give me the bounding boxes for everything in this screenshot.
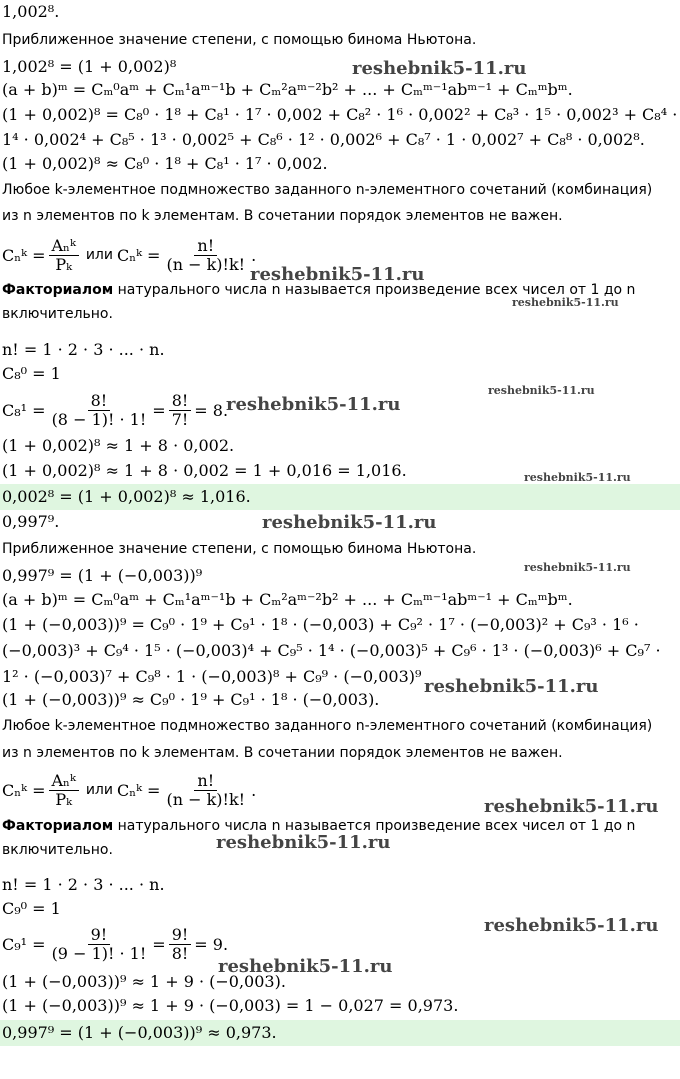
problem2-approximation: (1 + (−0,003))⁹ ≈ C₉⁰ · 1⁹ + C₉¹ · 1⁸ · (−0,003). xyxy=(2,690,380,709)
combination-definition-line2-2: из n элементов по k элементам. В сочетании порядок элементов не важен. xyxy=(2,745,563,761)
problem2-expansion-line1: (1 + (−0,003))⁹ = C₉⁰ · 1⁹ + C₉¹ · 1⁸ · (−0,003) + C₉² · 1⁷ · (−0,003)² + C₉³ · 1⁶ · xyxy=(2,615,639,634)
combination-lhs: Cₙᵏ = xyxy=(116,245,161,265)
c91-fraction-simplified xyxy=(169,926,192,963)
equals-sign: = xyxy=(152,400,166,420)
problem1-intro: Приближенное значение степени, с помощью бинома Ньютона. xyxy=(2,32,477,48)
problem2-result-line2: (1 + (−0,003))⁹ ≈ 1 + 9 · (−0,003) = 1 − 0,027 = 0,973. xyxy=(2,996,459,1015)
problem2-expansion-line3: 1² · (−0,003)⁷ + C₉⁸ · 1 · (−0,003)⁸ + C₉⁹ · (−0,003)⁹ xyxy=(2,667,422,686)
c91-lhs: C₉¹ = xyxy=(2,934,46,954)
or-text: или xyxy=(85,782,113,798)
fraction-numerator: Aₙᵏ xyxy=(49,237,79,256)
fraction-a-over-p xyxy=(49,237,79,274)
fraction-denominator: (n − k)!k! xyxy=(166,254,246,274)
fraction-numerator: 9! xyxy=(88,926,111,945)
period: . xyxy=(251,245,257,265)
fraction-denominator: Pₖ xyxy=(55,254,72,274)
factorial-term: Факториалом xyxy=(2,818,114,834)
fraction-numerator: 9! xyxy=(169,926,192,945)
watermark: reshebnik5-11.ru xyxy=(484,915,659,936)
fraction-denominator: (n − k)!k! xyxy=(166,789,246,809)
fraction-numerator: n! xyxy=(194,237,217,256)
fraction-factorial xyxy=(163,772,248,809)
watermark: reshebnik5-11.ru xyxy=(216,832,391,853)
problem2-equation: 0,997⁹ = (1 + (−0,003))⁹ xyxy=(2,566,203,585)
combination-lhs: Cₙᵏ = xyxy=(2,780,46,800)
c91-result: = 9. xyxy=(194,934,229,954)
problem1-approximation: (1 + 0,002)⁸ ≈ C₈⁰ · 1⁸ + C₈¹ · 1⁷ · 0,002. xyxy=(2,154,328,173)
combination-definition-line2: из n элементов по k элементам. В сочетании порядок элементов не важен. xyxy=(2,208,563,224)
watermark: reshebnik5-11.ru xyxy=(226,394,401,415)
combination-definition-line1-2: Любое k-элементное подмножество заданного n-элементного сочетаний (комбинация) xyxy=(2,718,653,734)
watermark: reshebnik5-11.ru xyxy=(424,676,599,697)
fraction-numerator: Aₙᵏ xyxy=(49,772,79,791)
factorial-formula: n! = 1 · 2 · 3 · ... · n. xyxy=(2,340,165,359)
watermark: reshebnik5-11.ru xyxy=(352,58,527,79)
watermark: reshebnik5-11.ru xyxy=(524,471,631,484)
c81-result: = 8. xyxy=(194,400,229,420)
factorial-formula-2: n! = 1 · 2 · 3 · ... · n. xyxy=(2,875,165,894)
factorial-definition-line2: включительно. xyxy=(2,306,113,322)
problem2-expansion-line2: (−0,003)³ + C₉⁴ · 1⁵ · (−0,003)⁴ + C₉⁵ · 1⁴ · (−0,003)⁵ + C₉⁶ · 1³ · (−0,003)⁶ + C₉⁷ · xyxy=(2,641,661,660)
fraction-denominator: 7! xyxy=(171,409,189,429)
binomial-formula: (a + b)ᵐ = Cₘ⁰aᵐ + Cₘ¹aᵐ⁻¹b + Cₘ²aᵐ⁻²b² + ... + Cₘᵐ⁻¹abᵐ⁻¹ + Cₘᵐbᵐ. xyxy=(2,80,573,99)
factorial-definition-line2-2: включительно. xyxy=(2,842,113,858)
combination-lhs: Cₙᵏ = xyxy=(116,780,161,800)
problem2-intro: Приближенное значение степени, с помощью бинома Ньютона. xyxy=(2,541,477,557)
problem1-result-line2: (1 + 0,002)⁸ ≈ 1 + 8 · 0,002 = 1 + 0,016 = 1,016. xyxy=(2,461,407,480)
problem2-answer: 0,997⁹ = (1 + (−0,003))⁹ ≈ 0,973. xyxy=(0,1020,680,1046)
equals-sign: = xyxy=(152,934,166,954)
c81-fraction xyxy=(49,392,150,429)
problem1-answer: 0,002⁸ = (1 + 0,002)⁸ ≈ 1,016. xyxy=(0,484,680,510)
fraction-a-over-p xyxy=(49,772,79,809)
problem2-title: 0,997⁹. xyxy=(2,512,60,531)
factorial-definition-text: натурального числа n называется произведение всех чисел от 1 до n xyxy=(113,282,636,298)
problem2-result-line1: (1 + (−0,003))⁹ ≈ 1 + 9 · (−0,003). xyxy=(2,972,286,991)
problem1-result-line1: (1 + 0,002)⁸ ≈ 1 + 8 · 0,002. xyxy=(2,436,235,455)
problem2-c90: C₉⁰ = 1 xyxy=(2,899,61,918)
c81-fraction-simplified xyxy=(169,392,192,429)
factorial-definition-text: натурального числа n называется произведение всех чисел от 1 до n xyxy=(113,818,636,834)
watermark: reshebnik5-11.ru xyxy=(218,956,393,977)
combination-lhs: Cₙᵏ = xyxy=(2,245,46,265)
binomial-formula-2: (a + b)ᵐ = Cₘ⁰aᵐ + Cₘ¹aᵐ⁻¹b + Cₘ²aᵐ⁻²b² + ... + Cₘᵐ⁻¹abᵐ⁻¹ + Cₘᵐbᵐ. xyxy=(2,590,573,609)
or-text: или xyxy=(85,247,113,263)
problem1-title: 1,002⁸. xyxy=(2,2,60,21)
watermark: reshebnik5-11.ru xyxy=(512,296,619,309)
watermark: reshebnik5-11.ru xyxy=(524,561,631,574)
fraction-numerator: 8! xyxy=(88,392,111,411)
c91-fraction xyxy=(49,926,150,963)
c81-lhs: C₈¹ = xyxy=(2,400,46,420)
fraction-denominator: 8! xyxy=(171,943,189,963)
period: . xyxy=(251,780,257,800)
fraction-denominator: Pₖ xyxy=(55,789,72,809)
problem1-c80: C₈⁰ = 1 xyxy=(2,364,61,383)
watermark: reshebnik5-11.ru xyxy=(488,384,595,397)
fraction-factorial xyxy=(163,237,248,274)
fraction-denominator: (9 − 1)! · 1! xyxy=(51,943,147,963)
fraction-numerator: n! xyxy=(194,772,217,791)
fraction-numerator: 8! xyxy=(169,392,192,411)
watermark: reshebnik5-11.ru xyxy=(484,796,659,817)
combination-definition-line1: Любое k-элементное подмножество заданного n-элементного сочетаний (комбинация) xyxy=(2,182,653,198)
problem1-expansion-line2: 1⁴ · 0,002⁴ + C₈⁵ · 1³ · 0,002⁵ + C₈⁶ · 1² · 0,002⁶ + C₈⁷ · 1 · 0,002⁷ + C₈⁸ · 0,002⁸. xyxy=(2,130,645,149)
watermark: reshebnik5-11.ru xyxy=(262,512,437,533)
factorial-term: Факториалом xyxy=(2,282,114,298)
problem1-equation: 1,002⁸ = (1 + 0,002)⁸ xyxy=(2,57,177,76)
watermark: reshebnik5-11.ru xyxy=(250,264,425,285)
fraction-denominator: (8 − 1)! · 1! xyxy=(51,409,147,429)
problem1-expansion-line1: (1 + 0,002)⁸ = C₈⁰ · 1⁸ + C₈¹ · 1⁷ · 0,002 + C₈² · 1⁶ · 0,002² + C₈³ · 1⁵ · 0,002³ + C₈⁴ · xyxy=(2,105,678,124)
